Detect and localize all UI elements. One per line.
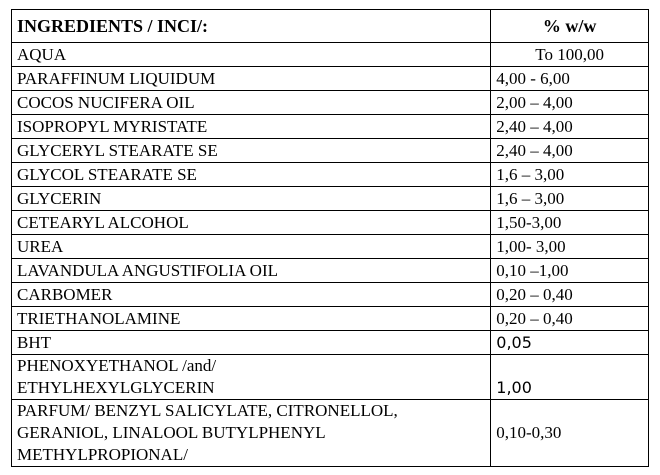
ingredient-name-line: PARFUM/ BENZYL SALICYLATE, CITRONELLOL,	[17, 401, 398, 420]
table-row	[12, 139, 649, 163]
table-row	[12, 115, 649, 139]
table-row	[12, 235, 649, 259]
table-row	[12, 91, 649, 115]
ingredient-name: LAVANDULA ANGUSTIFOLIA OIL	[12, 259, 491, 283]
ingredient-name: GLYCOL STEARATE SE	[12, 163, 491, 187]
ingredient-percent: 2,40 – 4,00	[491, 115, 649, 139]
table-header-row	[12, 10, 649, 43]
ingredients-header: INGREDIENTS / INCI/:	[12, 10, 491, 43]
ingredient-name-line: ETHYLHEXYLGLYCERIN	[17, 378, 215, 397]
table-row	[12, 67, 649, 91]
table-row	[12, 259, 649, 283]
table-row	[12, 307, 649, 331]
ingredient-percent: 4,00 - 6,00	[491, 67, 649, 91]
ingredient-percent: 1,50-3,00	[491, 211, 649, 235]
ingredient-percent: 1,6 – 3,00	[491, 187, 649, 211]
table-row	[12, 400, 649, 467]
ingredient-percent: 0,20 – 0,40	[491, 307, 649, 331]
ingredient-name-line: METHYLPROPIONAL/	[17, 445, 188, 464]
ingredient-name: UREA	[12, 235, 491, 259]
ingredient-name: CARBOMER	[12, 283, 491, 307]
table-row	[12, 43, 649, 67]
ingredient-name	[12, 400, 491, 467]
ingredient-percent: 1,00	[491, 355, 649, 400]
ingredient-percent: 2,00 – 4,00	[491, 91, 649, 115]
ingredient-percent: 2,40 – 4,00	[491, 139, 649, 163]
ingredient-name: COCOS NUCIFERA OIL	[12, 91, 491, 115]
table-row	[12, 331, 649, 355]
ingredient-name: BHT	[12, 331, 491, 355]
table-row	[12, 283, 649, 307]
ingredients-table	[11, 9, 649, 467]
ingredient-percent: 0,20 – 0,40	[491, 283, 649, 307]
table-row	[12, 355, 649, 400]
ingredient-name	[12, 355, 491, 400]
ingredient-name: GLYCERIN	[12, 187, 491, 211]
table-row	[12, 163, 649, 187]
ingredient-name: CETEARYL ALCOHOL	[12, 211, 491, 235]
percent-header: % w/w	[491, 10, 649, 43]
ingredient-percent: 0,10 –1,00	[491, 259, 649, 283]
ingredient-percent: To 100,00	[491, 43, 649, 67]
ingredient-name: AQUA	[12, 43, 491, 67]
ingredient-percent: 1,00- 3,00	[491, 235, 649, 259]
ingredient-name-line: PHENOXYETHANOL /and/	[17, 356, 217, 375]
ingredient-name: ISOPROPYL MYRISTATE	[12, 115, 491, 139]
ingredient-percent: 0,10-0,30	[491, 400, 649, 467]
ingredient-name: PARAFFINUM LIQUIDUM	[12, 67, 491, 91]
ingredient-percent: 0,05	[491, 331, 649, 355]
ingredient-name: TRIETHANOLAMINE	[12, 307, 491, 331]
ingredient-name: GLYCERYL STEARATE SE	[12, 139, 491, 163]
ingredient-percent: 1,6 – 3,00	[491, 163, 649, 187]
table-row	[12, 211, 649, 235]
table-row	[12, 187, 649, 211]
ingredient-name-line: GERANIOL, LINALOOL BUTYLPHENYL	[17, 423, 326, 442]
